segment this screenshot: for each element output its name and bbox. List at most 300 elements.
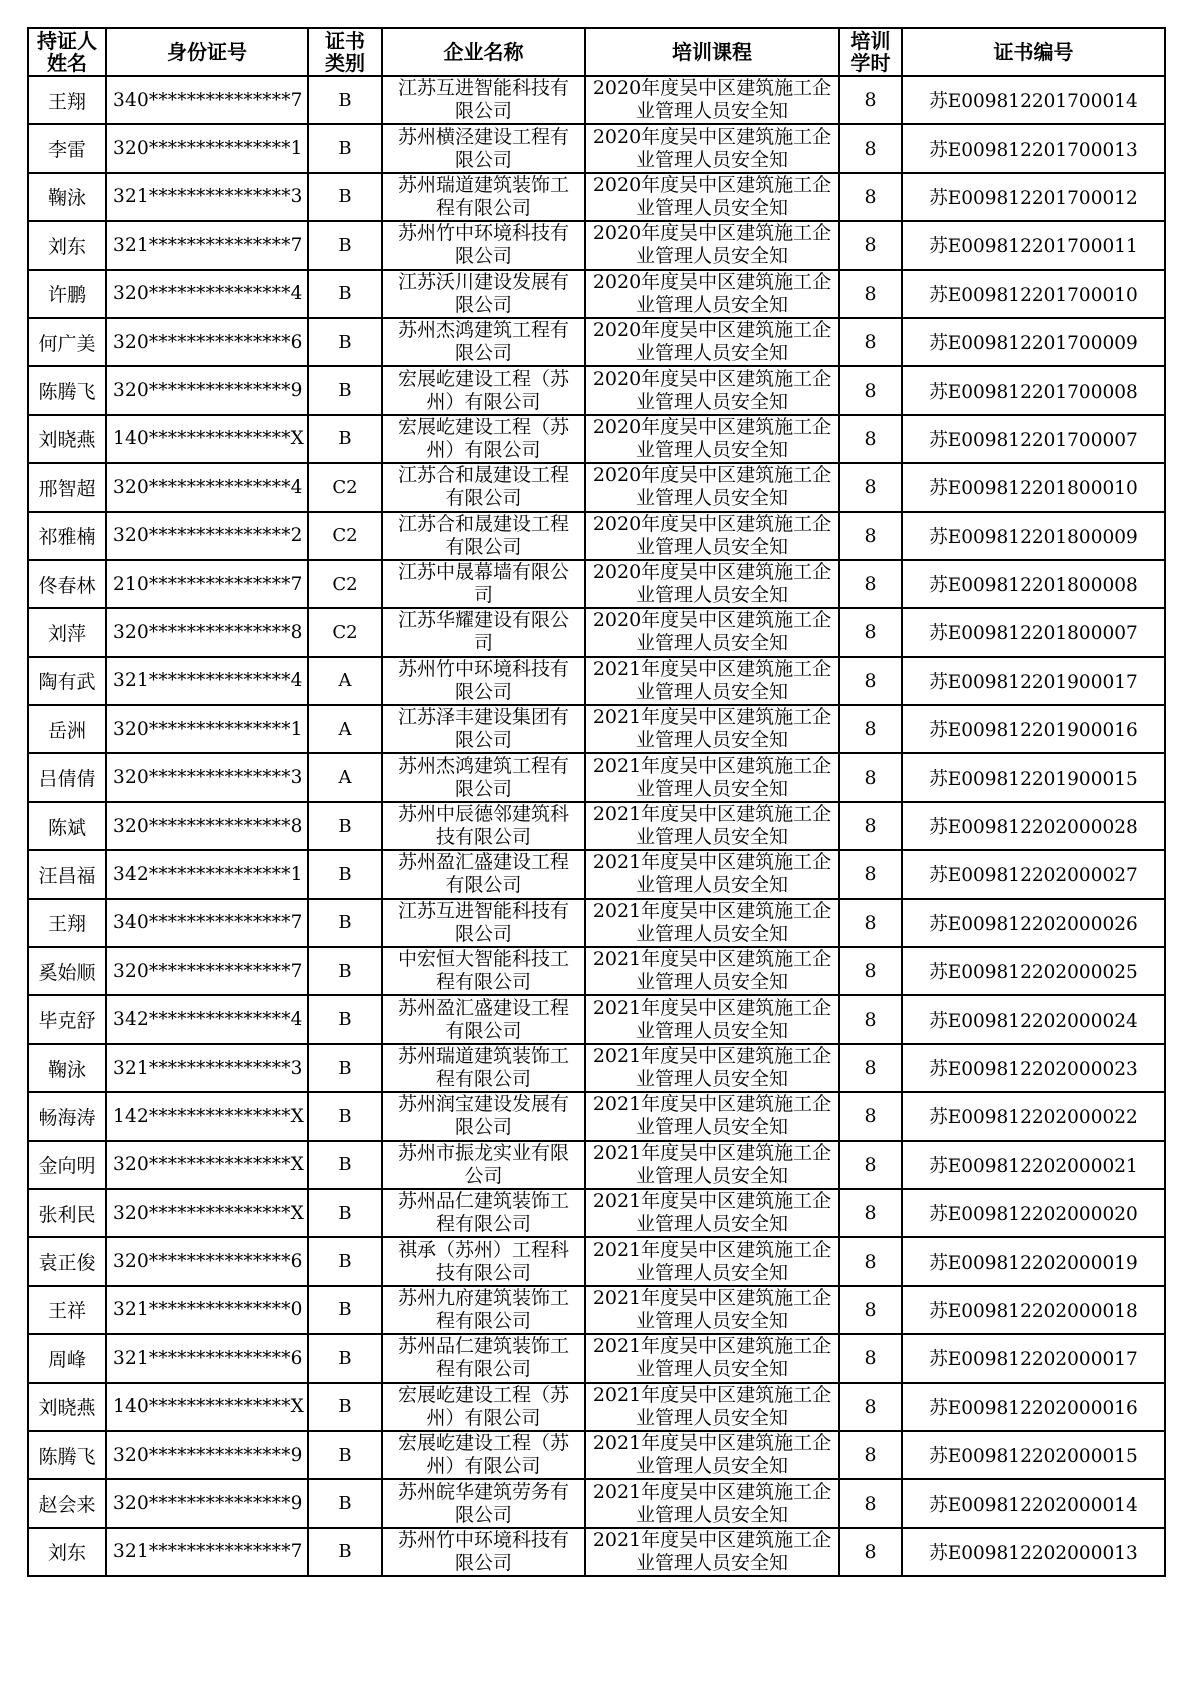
id-number-cell-text: 320***************X xyxy=(113,1202,305,1224)
company-name-cell xyxy=(382,173,585,221)
holder-name-cell-text: 陈腾飞 xyxy=(38,381,96,404)
training-hours-cell xyxy=(839,463,902,511)
cert-number-cell xyxy=(902,1286,1165,1334)
id-number-cell xyxy=(106,415,308,463)
cert-number-cell-text: 苏E009812201900016 xyxy=(929,720,1138,742)
cert-type-cell-text: B xyxy=(338,1541,352,1563)
id-number-cell xyxy=(106,802,308,850)
id-number-cell-text: 321***************7 xyxy=(113,1541,303,1563)
cert-number-cell xyxy=(902,1383,1165,1431)
id-number-cell xyxy=(106,1431,308,1479)
company-name-cell-text: 苏州品仁建筑装饰工程有限公司 xyxy=(397,1190,569,1236)
cert-number-cell xyxy=(902,124,1165,172)
company-name-cell-text: 苏州瑞道建筑装饰工程有限公司 xyxy=(397,173,569,219)
training-course-cell xyxy=(585,1189,839,1237)
company-name-cell xyxy=(382,512,585,560)
cert-type-cell xyxy=(308,1237,382,1285)
cert-number-cell xyxy=(902,173,1165,221)
holder-name-cell xyxy=(28,1044,106,1092)
cert-number-cell-text: 苏E009812201700011 xyxy=(929,236,1138,258)
training-course-cell xyxy=(585,124,839,172)
training-hours-cell-text: 8 xyxy=(864,1105,877,1128)
id-number-cell xyxy=(106,753,308,801)
training-course-cell xyxy=(585,1479,839,1527)
cert-number-cell-text: 苏E009812201700012 xyxy=(929,187,1138,209)
training-course-cell-text: 2021年度吴中区建筑施工企业管理人员安全知 xyxy=(592,1045,832,1090)
cert-type-cell xyxy=(308,850,382,898)
company-name-cell xyxy=(382,995,585,1043)
company-name-cell xyxy=(382,415,585,463)
training-hours-cell-text: 8 xyxy=(864,573,877,596)
holder-name-cell-text: 毕克舒 xyxy=(38,1010,96,1033)
cert-type-cell-text: B xyxy=(338,380,352,402)
company-name-cell xyxy=(382,1528,585,1576)
id-number-cell xyxy=(106,512,308,560)
training-course-cell-text: 2020年度吴中区建筑施工企业管理人员安全知 xyxy=(592,222,832,268)
holder-name-cell xyxy=(28,173,106,221)
cert-number-cell xyxy=(902,657,1165,705)
company-name-cell-text: 江苏合和晟建设工程有限公司 xyxy=(397,464,569,510)
cert-number-cell-text: 苏E009812202000014 xyxy=(929,1494,1138,1516)
cert-type-cell xyxy=(308,512,382,560)
training-course-cell-text: 2021年度吴中区建筑施工企业管理人员安全知 xyxy=(592,1480,832,1526)
id-number-cell xyxy=(106,1528,308,1576)
table-row xyxy=(28,1092,1165,1140)
header-company-name: 企业名称 xyxy=(382,28,585,76)
company-name-cell-text: 祺承（苏州）工程科技有限公司 xyxy=(397,1238,569,1284)
company-name-cell-text: 江苏中晟幕墙有限公司 xyxy=(397,561,569,607)
training-hours-cell xyxy=(839,270,902,318)
holder-name-cell-text: 吕倩倩 xyxy=(38,768,96,791)
training-hours-cell-text: 8 xyxy=(864,960,877,983)
cert-type-cell-text: B xyxy=(338,138,352,160)
id-number-cell-text: 320***************9 xyxy=(113,1444,303,1466)
cert-number-cell-text: 苏E009812201800009 xyxy=(929,526,1138,548)
cert-number-cell-text: 苏E009812202000027 xyxy=(929,865,1138,887)
cert-type-cell xyxy=(308,221,382,269)
cert-type-cell-text: B xyxy=(338,1347,352,1369)
holder-name-cell xyxy=(28,705,106,753)
header-holder-name: 持证人 姓名 xyxy=(28,28,106,76)
training-hours-cell-text: 8 xyxy=(864,815,877,838)
id-number-cell xyxy=(106,270,308,318)
holder-name-cell-text: 佟春林 xyxy=(38,574,96,597)
id-number-cell-text: 320***************2 xyxy=(113,525,303,547)
training-hours-cell xyxy=(839,1189,902,1237)
training-course-cell xyxy=(585,1237,839,1285)
cert-type-cell-text: C2 xyxy=(332,573,358,595)
company-name-cell-text: 江苏互进智能科技有限公司 xyxy=(397,77,569,123)
training-hours-cell xyxy=(839,1044,902,1092)
cert-type-cell-text: B xyxy=(338,1444,352,1466)
holder-name-cell xyxy=(28,415,106,463)
company-name-cell xyxy=(382,802,585,850)
training-hours-cell xyxy=(839,221,902,269)
id-number-cell-text: 321***************6 xyxy=(113,1347,303,1369)
holder-name-cell-text: 何广美 xyxy=(38,332,96,355)
company-name-cell xyxy=(382,850,585,898)
holder-name-cell xyxy=(28,899,106,947)
training-course-cell-text: 2021年度吴中区建筑施工企业管理人员安全知 xyxy=(592,1093,832,1139)
id-number-cell xyxy=(106,1286,308,1334)
training-hours-cell-text: 8 xyxy=(864,234,877,257)
holder-name-cell-text: 刘晓燕 xyxy=(38,1397,96,1420)
id-number-cell xyxy=(106,560,308,608)
cert-number-cell-text: 苏E009812201800007 xyxy=(929,623,1138,645)
cert-number-cell xyxy=(902,366,1165,414)
cert-number-cell-text: 苏E009812202000024 xyxy=(929,1010,1138,1032)
id-number-cell xyxy=(106,366,308,414)
cert-number-cell-text: 苏E009812202000018 xyxy=(929,1300,1138,1322)
header-id-number: 身份证号 xyxy=(106,28,308,76)
id-number-cell-text: 320***************1 xyxy=(113,138,303,160)
cert-number-cell xyxy=(902,270,1165,318)
training-course-cell xyxy=(585,753,839,801)
table-row xyxy=(28,512,1165,560)
training-course-cell-text: 2020年度吴中区建筑施工企业管理人员安全知 xyxy=(592,561,832,607)
holder-name-cell xyxy=(28,366,106,414)
id-number-cell-text: 320***************4 xyxy=(113,283,303,305)
table-row xyxy=(28,753,1165,801)
training-course-cell-text: 2021年度吴中区建筑施工企业管理人员安全知 xyxy=(592,948,832,994)
training-course-cell-text: 2021年度吴中区建筑施工企业管理人员安全知 xyxy=(592,996,832,1042)
holder-name-cell xyxy=(28,221,106,269)
cert-type-cell-text: B xyxy=(338,1299,352,1321)
table-row xyxy=(28,1383,1165,1431)
training-hours-cell xyxy=(839,415,902,463)
id-number-cell-text: 320***************6 xyxy=(113,1251,303,1273)
cert-type-cell xyxy=(308,608,382,656)
training-hours-cell-text: 8 xyxy=(864,1395,877,1418)
training-hours-cell xyxy=(839,366,902,414)
cert-type-cell-text: A xyxy=(338,670,352,692)
training-course-cell xyxy=(585,899,839,947)
cert-type-cell xyxy=(308,173,382,221)
training-course-cell-text: 2020年度吴中区建筑施工企业管理人员安全知 xyxy=(592,609,832,655)
holder-name-cell-text: 刘东 xyxy=(47,1542,86,1565)
training-hours-cell-text: 8 xyxy=(864,476,877,499)
training-hours-cell xyxy=(839,512,902,560)
company-name-cell-text: 苏州润宝建设发展有限公司 xyxy=(397,1093,569,1139)
table-row xyxy=(28,657,1165,705)
company-name-cell-text: 苏州盈汇盛建设工程有限公司 xyxy=(397,851,569,897)
table-row xyxy=(28,1237,1165,1285)
training-course-cell xyxy=(585,270,839,318)
cert-number-cell xyxy=(902,76,1165,124)
id-number-cell xyxy=(106,1189,308,1237)
cert-number-cell-text: 苏E009812201700014 xyxy=(929,91,1138,113)
cert-number-cell-text: 苏E009812202000028 xyxy=(929,817,1138,839)
holder-name-cell-text: 张利民 xyxy=(38,1203,96,1226)
table-row xyxy=(28,995,1165,1043)
table-row xyxy=(28,1528,1165,1576)
holder-name-cell xyxy=(28,560,106,608)
id-number-cell-text: 320***************8 xyxy=(113,815,303,837)
training-hours-cell-text: 8 xyxy=(864,911,877,934)
training-course-cell xyxy=(585,173,839,221)
company-name-cell xyxy=(382,608,585,656)
holder-name-cell-text: 陈腾飞 xyxy=(38,1445,96,1468)
holder-name-cell xyxy=(28,1189,106,1237)
cert-type-cell-text: B xyxy=(338,815,352,837)
table-row xyxy=(28,1189,1165,1237)
cert-number-cell xyxy=(902,1431,1165,1479)
holder-name-cell xyxy=(28,124,106,172)
training-hours-cell-text: 8 xyxy=(864,863,877,886)
cert-type-cell xyxy=(308,415,382,463)
training-hours-cell-text: 8 xyxy=(864,1057,877,1079)
company-name-cell-text: 苏州横泾建设工程有限公司 xyxy=(397,125,569,171)
cert-number-cell xyxy=(902,463,1165,511)
cert-type-cell xyxy=(308,560,382,608)
cert-type-cell-text: B xyxy=(338,234,352,256)
table-row xyxy=(28,1044,1165,1092)
training-course-cell xyxy=(585,512,839,560)
holder-name-cell xyxy=(28,1383,106,1431)
cert-number-cell-text: 苏E009812201900015 xyxy=(929,768,1138,790)
cert-number-cell xyxy=(902,608,1165,656)
table-row xyxy=(28,270,1165,318)
cert-number-cell-text: 苏E009812202000023 xyxy=(929,1059,1138,1080)
cert-number-cell xyxy=(902,1528,1165,1576)
id-number-cell xyxy=(106,318,308,366)
header-training-course: 培训课程 xyxy=(585,28,839,76)
cert-number-cell xyxy=(902,705,1165,753)
cert-number-cell-text: 苏E009812201700009 xyxy=(929,333,1138,355)
company-name-cell xyxy=(382,1237,585,1285)
company-name-cell-text: 苏州皖华建筑劳务有限公司 xyxy=(397,1480,569,1526)
company-name-cell-text: 江苏泽丰建设集团有限公司 xyxy=(397,706,569,752)
table-row xyxy=(28,221,1165,269)
cert-type-cell xyxy=(308,1431,382,1479)
holder-name-cell-text: 金向明 xyxy=(38,1155,96,1178)
company-name-cell-text: 苏州中辰德邻建筑科技有限公司 xyxy=(397,803,569,849)
cert-type-cell-text: A xyxy=(338,767,352,789)
table-row xyxy=(28,318,1165,366)
training-hours-cell xyxy=(839,1092,902,1140)
company-name-cell-text: 江苏华耀建设有限公司 xyxy=(397,609,569,655)
training-hours-cell-text: 8 xyxy=(864,282,877,305)
cert-number-cell-text: 苏E009812201700007 xyxy=(929,429,1138,451)
id-number-cell-text: 210***************7 xyxy=(113,573,303,595)
training-course-cell-text: 2021年度吴中区建筑施工企业管理人员安全知 xyxy=(592,1190,832,1236)
holder-name-cell xyxy=(28,1286,106,1334)
cert-type-cell-text: A xyxy=(338,718,352,740)
cert-type-cell-text: B xyxy=(338,1057,352,1079)
training-course-cell xyxy=(585,415,839,463)
cert-type-cell-text: B xyxy=(338,863,352,885)
training-course-cell xyxy=(585,850,839,898)
company-name-cell xyxy=(382,1479,585,1527)
holder-name-cell xyxy=(28,1237,106,1285)
training-course-cell-text: 2021年度吴中区建筑施工企业管理人员安全知 xyxy=(592,1432,832,1478)
cert-type-cell xyxy=(308,318,382,366)
cert-type-cell-text: B xyxy=(338,89,352,111)
cert-type-cell xyxy=(308,1286,382,1334)
cert-number-cell-text: 苏E009812202000015 xyxy=(929,1446,1138,1468)
holder-name-cell-text: 鞠泳 xyxy=(47,187,86,210)
holder-name-cell-text: 祁雅楠 xyxy=(38,526,96,549)
id-number-cell xyxy=(106,221,308,269)
cert-type-cell-text: C2 xyxy=(332,621,358,643)
id-number-cell xyxy=(106,76,308,124)
cert-type-cell xyxy=(308,705,382,753)
cert-number-cell-text: 苏E009812202000019 xyxy=(929,1252,1138,1274)
id-number-cell xyxy=(106,1044,308,1092)
holder-name-cell-text: 奚始顺 xyxy=(38,961,96,984)
training-course-cell-text: 2020年度吴中区建筑施工企业管理人员安全知 xyxy=(592,319,832,365)
table-row xyxy=(28,1479,1165,1527)
company-name-cell xyxy=(382,1383,585,1431)
cert-type-cell xyxy=(308,76,382,124)
holder-name-cell-text: 李雷 xyxy=(47,139,86,162)
company-name-cell xyxy=(382,657,585,705)
id-number-cell-text: 320***************4 xyxy=(113,476,303,498)
training-course-cell xyxy=(585,560,839,608)
table-row xyxy=(28,1141,1165,1189)
id-number-cell xyxy=(106,608,308,656)
cert-type-cell-text: B xyxy=(338,1493,352,1515)
training-hours-cell xyxy=(839,657,902,705)
training-hours-cell-text: 8 xyxy=(864,1347,877,1370)
id-number-cell xyxy=(106,173,308,221)
training-course-cell xyxy=(585,1286,839,1334)
id-number-cell xyxy=(106,124,308,172)
company-name-cell-text: 苏州杰鸿建筑工程有限公司 xyxy=(397,319,569,365)
company-name-cell xyxy=(382,463,585,511)
table-row xyxy=(28,366,1165,414)
company-name-cell-text: 中宏恒大智能科技工程有限公司 xyxy=(397,948,569,994)
holder-name-cell-text: 邢智超 xyxy=(38,477,96,500)
table-row xyxy=(28,802,1165,850)
cert-number-cell xyxy=(902,947,1165,995)
training-hours-cell-text: 8 xyxy=(864,427,877,450)
company-name-cell xyxy=(382,1044,585,1092)
cert-number-cell-text: 苏E009812201900017 xyxy=(929,671,1138,693)
training-hours-cell xyxy=(839,608,902,656)
training-hours-cell-text: 8 xyxy=(864,718,877,741)
cert-type-cell-text: B xyxy=(338,912,352,934)
holder-name-cell-text: 许鹏 xyxy=(47,284,86,307)
holder-name-cell xyxy=(28,850,106,898)
cert-number-cell xyxy=(902,1237,1165,1285)
training-course-cell xyxy=(585,76,839,124)
holder-name-cell-text: 畅海涛 xyxy=(38,1106,96,1129)
id-number-cell-text: 342***************1 xyxy=(113,863,303,885)
training-course-cell-text: 2021年度吴中区建筑施工企业管理人员安全知 xyxy=(592,803,832,849)
holder-name-cell-text: 刘晓燕 xyxy=(38,429,96,452)
training-course-cell xyxy=(585,1044,839,1092)
company-name-cell-text: 江苏互进智能科技有限公司 xyxy=(397,899,569,945)
cert-number-cell-text: 苏E009812202000026 xyxy=(929,913,1138,935)
training-course-cell xyxy=(585,1528,839,1576)
holder-name-cell-text: 岳洲 xyxy=(47,719,86,742)
header-training-hours: 培训 学时 xyxy=(839,28,902,76)
company-name-cell xyxy=(382,947,585,995)
holder-name-cell-text: 袁正俊 xyxy=(38,1252,96,1275)
cert-number-cell xyxy=(902,753,1165,801)
company-name-cell xyxy=(382,318,585,366)
header-cert-type: 证书 类别 xyxy=(308,28,382,76)
training-course-cell xyxy=(585,1431,839,1479)
holder-name-cell xyxy=(28,1092,106,1140)
holder-name-cell xyxy=(28,753,106,801)
cert-type-cell-text: B xyxy=(338,1396,352,1418)
company-name-cell-text: 江苏合和晟建设工程有限公司 xyxy=(397,512,569,558)
cert-number-cell xyxy=(902,802,1165,850)
id-number-cell-text: 321***************4 xyxy=(113,670,303,692)
cert-number-cell-text: 苏E009812202000017 xyxy=(929,1349,1138,1371)
training-hours-cell xyxy=(839,947,902,995)
training-hours-cell-text: 8 xyxy=(864,379,877,402)
cert-type-cell xyxy=(308,1528,382,1576)
table-row xyxy=(28,947,1165,995)
training-hours-cell-text: 8 xyxy=(864,621,877,644)
training-course-cell-text: 2021年度吴中区建筑施工企业管理人员安全知 xyxy=(592,657,832,703)
training-course-cell-text: 2021年度吴中区建筑施工企业管理人员安全知 xyxy=(592,1286,832,1332)
table-row xyxy=(28,463,1165,511)
cert-number-cell-text: 苏E009812202000016 xyxy=(929,1397,1138,1419)
cert-number-cell-text: 苏E009812201700010 xyxy=(929,284,1138,306)
training-course-cell-text: 2021年度吴中区建筑施工企业管理人员安全知 xyxy=(592,1335,832,1381)
company-name-cell xyxy=(382,270,585,318)
training-hours-cell xyxy=(839,1383,902,1431)
cert-number-cell xyxy=(902,1141,1165,1189)
cert-type-cell xyxy=(308,899,382,947)
cert-type-cell xyxy=(308,1189,382,1237)
id-number-cell xyxy=(106,995,308,1043)
cert-type-cell xyxy=(308,1383,382,1431)
cert-number-cell-text: 苏E009812202000020 xyxy=(929,1204,1138,1226)
id-number-cell-text: 340***************7 xyxy=(113,912,303,934)
company-name-cell-text: 苏州竹中环境科技有限公司 xyxy=(397,222,569,268)
training-course-cell xyxy=(585,463,839,511)
cert-type-cell-text: C2 xyxy=(332,525,358,547)
cert-type-cell-text: B xyxy=(338,1202,352,1224)
training-course-cell-text: 2020年度吴中区建筑施工企业管理人员安全知 xyxy=(592,270,832,316)
id-number-cell-text: 140***************X xyxy=(113,428,305,450)
cert-type-cell-text: B xyxy=(338,960,352,982)
table-row xyxy=(28,705,1165,753)
training-course-cell xyxy=(585,608,839,656)
table-row xyxy=(28,899,1165,947)
training-hours-cell-text: 8 xyxy=(864,669,877,692)
cert-number-cell xyxy=(902,995,1165,1043)
cert-number-cell-text: 苏E009812202000013 xyxy=(929,1542,1138,1564)
company-name-cell-text: 苏州竹中环境科技有限公司 xyxy=(397,657,569,703)
holder-name-cell xyxy=(28,270,106,318)
cert-number-cell-text: 苏E009812202000021 xyxy=(929,1155,1138,1177)
cert-type-cell xyxy=(308,270,382,318)
cert-type-cell xyxy=(308,124,382,172)
company-name-cell-text: 苏州竹中环境科技有限公司 xyxy=(397,1528,569,1574)
holder-name-cell-text: 鞠泳 xyxy=(47,1058,86,1081)
id-number-cell xyxy=(106,1092,308,1140)
holder-name-cell xyxy=(28,1334,106,1382)
holder-name-cell-text: 陈斌 xyxy=(47,816,86,839)
company-name-cell-text: 宏展屹建设工程（苏州）有限公司 xyxy=(397,1383,569,1429)
table-row xyxy=(28,415,1165,463)
table-row xyxy=(28,560,1165,608)
id-number-cell-text: 320***************3 xyxy=(113,767,303,789)
cert-number-cell xyxy=(902,221,1165,269)
holder-name-cell xyxy=(28,1479,106,1527)
holder-name-cell xyxy=(28,1528,106,1576)
training-hours-cell xyxy=(839,995,902,1043)
training-course-cell xyxy=(585,318,839,366)
company-name-cell xyxy=(382,1092,585,1140)
training-course-cell-text: 2020年度吴中区建筑施工企业管理人员安全知 xyxy=(592,173,832,219)
